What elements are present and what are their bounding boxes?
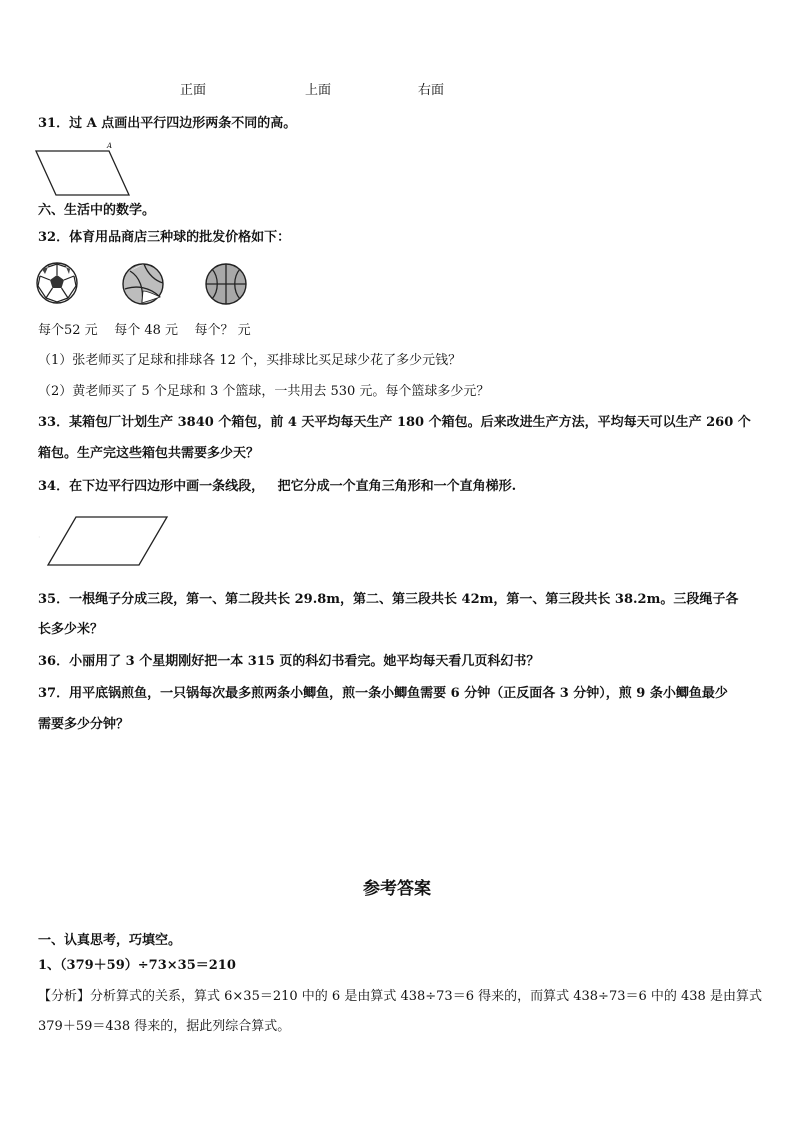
- volleyball-icon: [122, 263, 166, 307]
- question-33-line-1: 33．某箱包厂计划生产 3840 个箱包，前 4 天平均每天生产 180 个箱包。后来改进生产方法，平均每天可以生产 260 个: [38, 415, 751, 430]
- question-32-part-2: （2）黄老师买了 5 个足球和 3 个篮球，一共用去 530 元。每个篮球多少元？: [38, 384, 490, 399]
- point-a-label: A: [107, 142, 113, 150]
- question-37-line-2: 需要多少分钟？: [38, 717, 130, 732]
- question-32: 32．体育用品商店三种球的批发价格如下：: [38, 230, 291, 245]
- svg-text:·: ·: [38, 533, 41, 542]
- question-34: 34．在下边平行四边形中画一条线段， 把它分成一个直角三角形和一个直角梯形.: [38, 479, 517, 494]
- parallelogram-a-figure: [36, 140, 136, 200]
- view-label-front: 正面: [180, 83, 207, 98]
- answers-section-1: 一、认真思考，巧填空。: [38, 933, 182, 948]
- view-label-right: 右面: [418, 83, 445, 98]
- ball-prices: 每个52 元 每个 48 元 每个？ 元: [38, 323, 251, 338]
- section-6-heading: 六、生活中的数学。: [38, 203, 156, 218]
- answer-1-analysis-line-1: 【分析】分析算式的关系，算式 6×35＝210 中的 6 是由算式 438÷73＝6 得来的，而算式 438÷73＝6 中的 438 是由算式: [38, 989, 762, 1004]
- question-35-line-1: 35．一根绳子分成三段，第一、第二段共长 29.8m，第二、第三段共长 42m，第一、第三段共长 38.2m。三段绳子各: [38, 592, 739, 607]
- football-icon: [36, 262, 80, 306]
- question-33-line-2: 箱包。生产完这些箱包共需要多少天？: [38, 446, 260, 461]
- question-35-line-2: 长多少米？: [38, 622, 104, 637]
- view-label-top: 上面: [305, 83, 332, 98]
- answer-1: 1、（379＋59）÷73×35＝210: [38, 958, 236, 973]
- answer-1-analysis-line-2: 379＋59＝438 得来的，据此列综合算式。: [38, 1019, 291, 1034]
- question-36: 36．小丽用了 3 个星期刚好把一本 315 页的科幻书看完。她平均每天看几页科幻书？: [38, 654, 540, 669]
- question-37-line-1: 37．用平底锅煎鱼，一只锅每次最多煎两条小鲫鱼，煎一条小鲫鱼需要 6 分钟（正反面各 3 分钟），煎 9 条小鲫鱼最少: [38, 686, 728, 701]
- parallelogram-figure: [36, 512, 176, 572]
- answers-title: 参考答案: [363, 879, 431, 899]
- basketball-icon: [205, 263, 249, 307]
- question-31: 31．过 A 点画出平行四边形两条不同的高。: [38, 116, 297, 131]
- question-32-part-1: （1）张老师买了足球和排球各 12 个，买排球比买足球少花了多少元钱？: [38, 353, 462, 368]
